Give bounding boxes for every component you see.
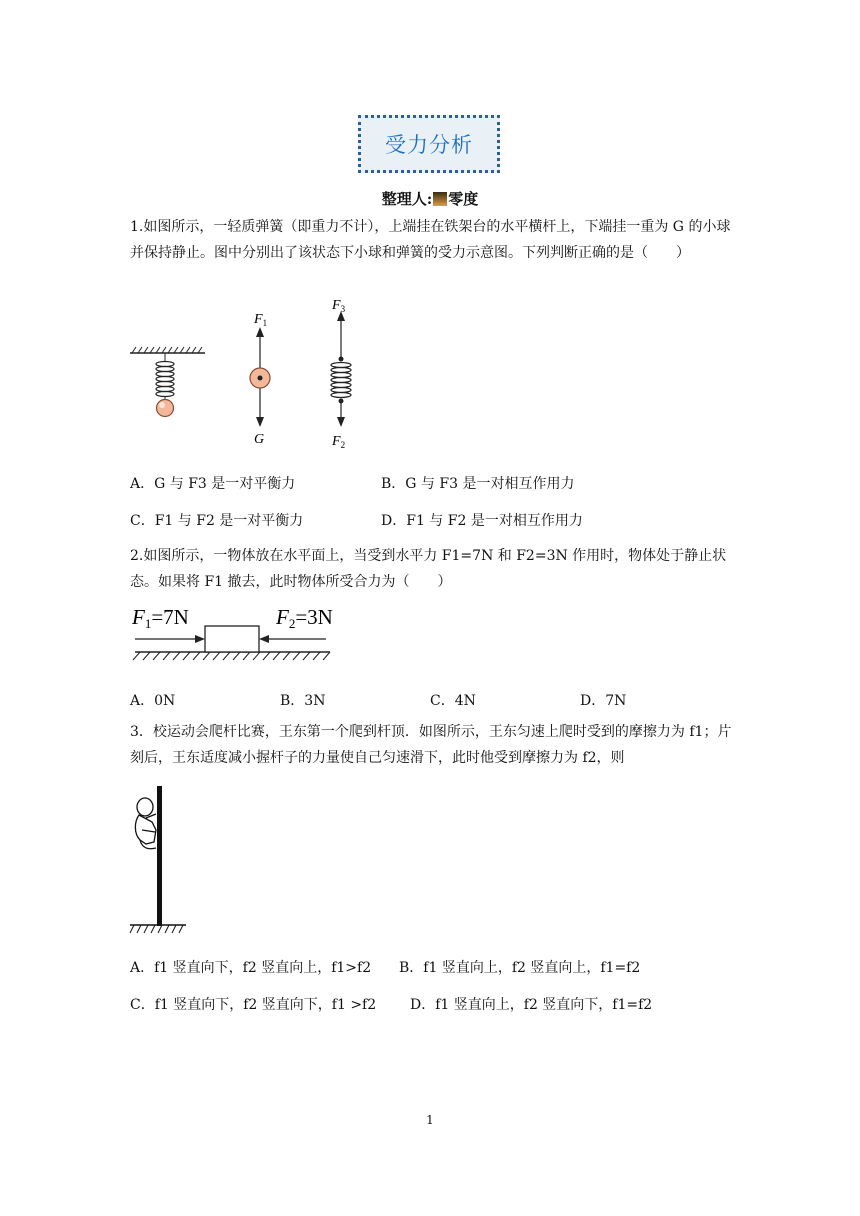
- q3-option-b[interactable]: B．f1 竖直向上，f2 竖直向上，f1=f2: [399, 960, 641, 976]
- q3-option-c[interactable]: C．f1 竖直向下，f2 竖直向下，f1 >f2: [130, 997, 377, 1013]
- q2-option-a[interactable]: A．0N: [130, 693, 176, 709]
- q1-label-g: G: [254, 432, 265, 447]
- q1-stem: 1.如图所示，一轻质弹簧（即重力不计），上端挂在铁架台的水平横杆上，下端挂一重为 G 的小球并保持静止。图中分别出了该状态下小球和弹簧的受力示意图。下列判断正确的是（ ）: [130, 219, 731, 261]
- author-line: [0, 188, 860, 209]
- q2-label-f1: F1=7N: [132, 605, 189, 631]
- q3-stem: 3．校运动会爬杆比赛，王东第一个爬到杆顶．如图所示，王东匀速上爬时受到的摩擦力为 f1；片刻后，王东适度减小握杆子的力量使自己匀速滑下，此时他受到摩擦力为 f2，则: [130, 724, 732, 766]
- q3-option-d[interactable]: D．f1 竖直向上，f2 竖直向下，f1=f2: [410, 997, 653, 1013]
- q1-figure: [125, 295, 365, 460]
- q1-option-d[interactable]: D．F1 与 F2 是一对相互作用力: [381, 513, 583, 529]
- q2-option-c[interactable]: C．4N: [430, 693, 476, 709]
- q2-stem: 2.如图所示，一物体放在水平面上，当受到水平力 F1=7N 和 F2=3N 作用时，物体处于静止状态。如果将 F1 撤去，此时物体所受合力为（ ）: [130, 548, 727, 590]
- page-number: 1: [426, 1113, 434, 1127]
- page-title: 受力分析: [385, 133, 473, 157]
- author-name: 零度: [448, 190, 479, 208]
- q3-option-a[interactable]: A．f1 竖直向下，f2 竖直向上，f1>f2: [130, 960, 372, 976]
- q1-option-c[interactable]: C．F1 与 F2 是一对平衡力: [130, 513, 304, 529]
- title-box: [358, 115, 500, 173]
- q1-label-f2: $F_2$: [332, 434, 346, 450]
- q2-label-f2: F2=3N: [276, 605, 333, 631]
- author-prefix: 整理人:: [381, 190, 433, 208]
- q1-label-f3: $F_3$: [332, 298, 346, 314]
- q2-figure: [130, 600, 340, 670]
- q3-figure: [128, 782, 188, 938]
- q1-label-f1: $F_1$: [254, 312, 268, 328]
- q2-option-d[interactable]: D．7N: [580, 693, 627, 709]
- q2-option-b[interactable]: B．3N: [280, 693, 326, 709]
- q1-option-b[interactable]: B．G 与 F3 是一对相互作用力: [381, 476, 575, 492]
- author-logo-icon: [433, 192, 447, 206]
- q1-option-a[interactable]: A．G 与 F3 是一对平衡力: [130, 476, 296, 492]
